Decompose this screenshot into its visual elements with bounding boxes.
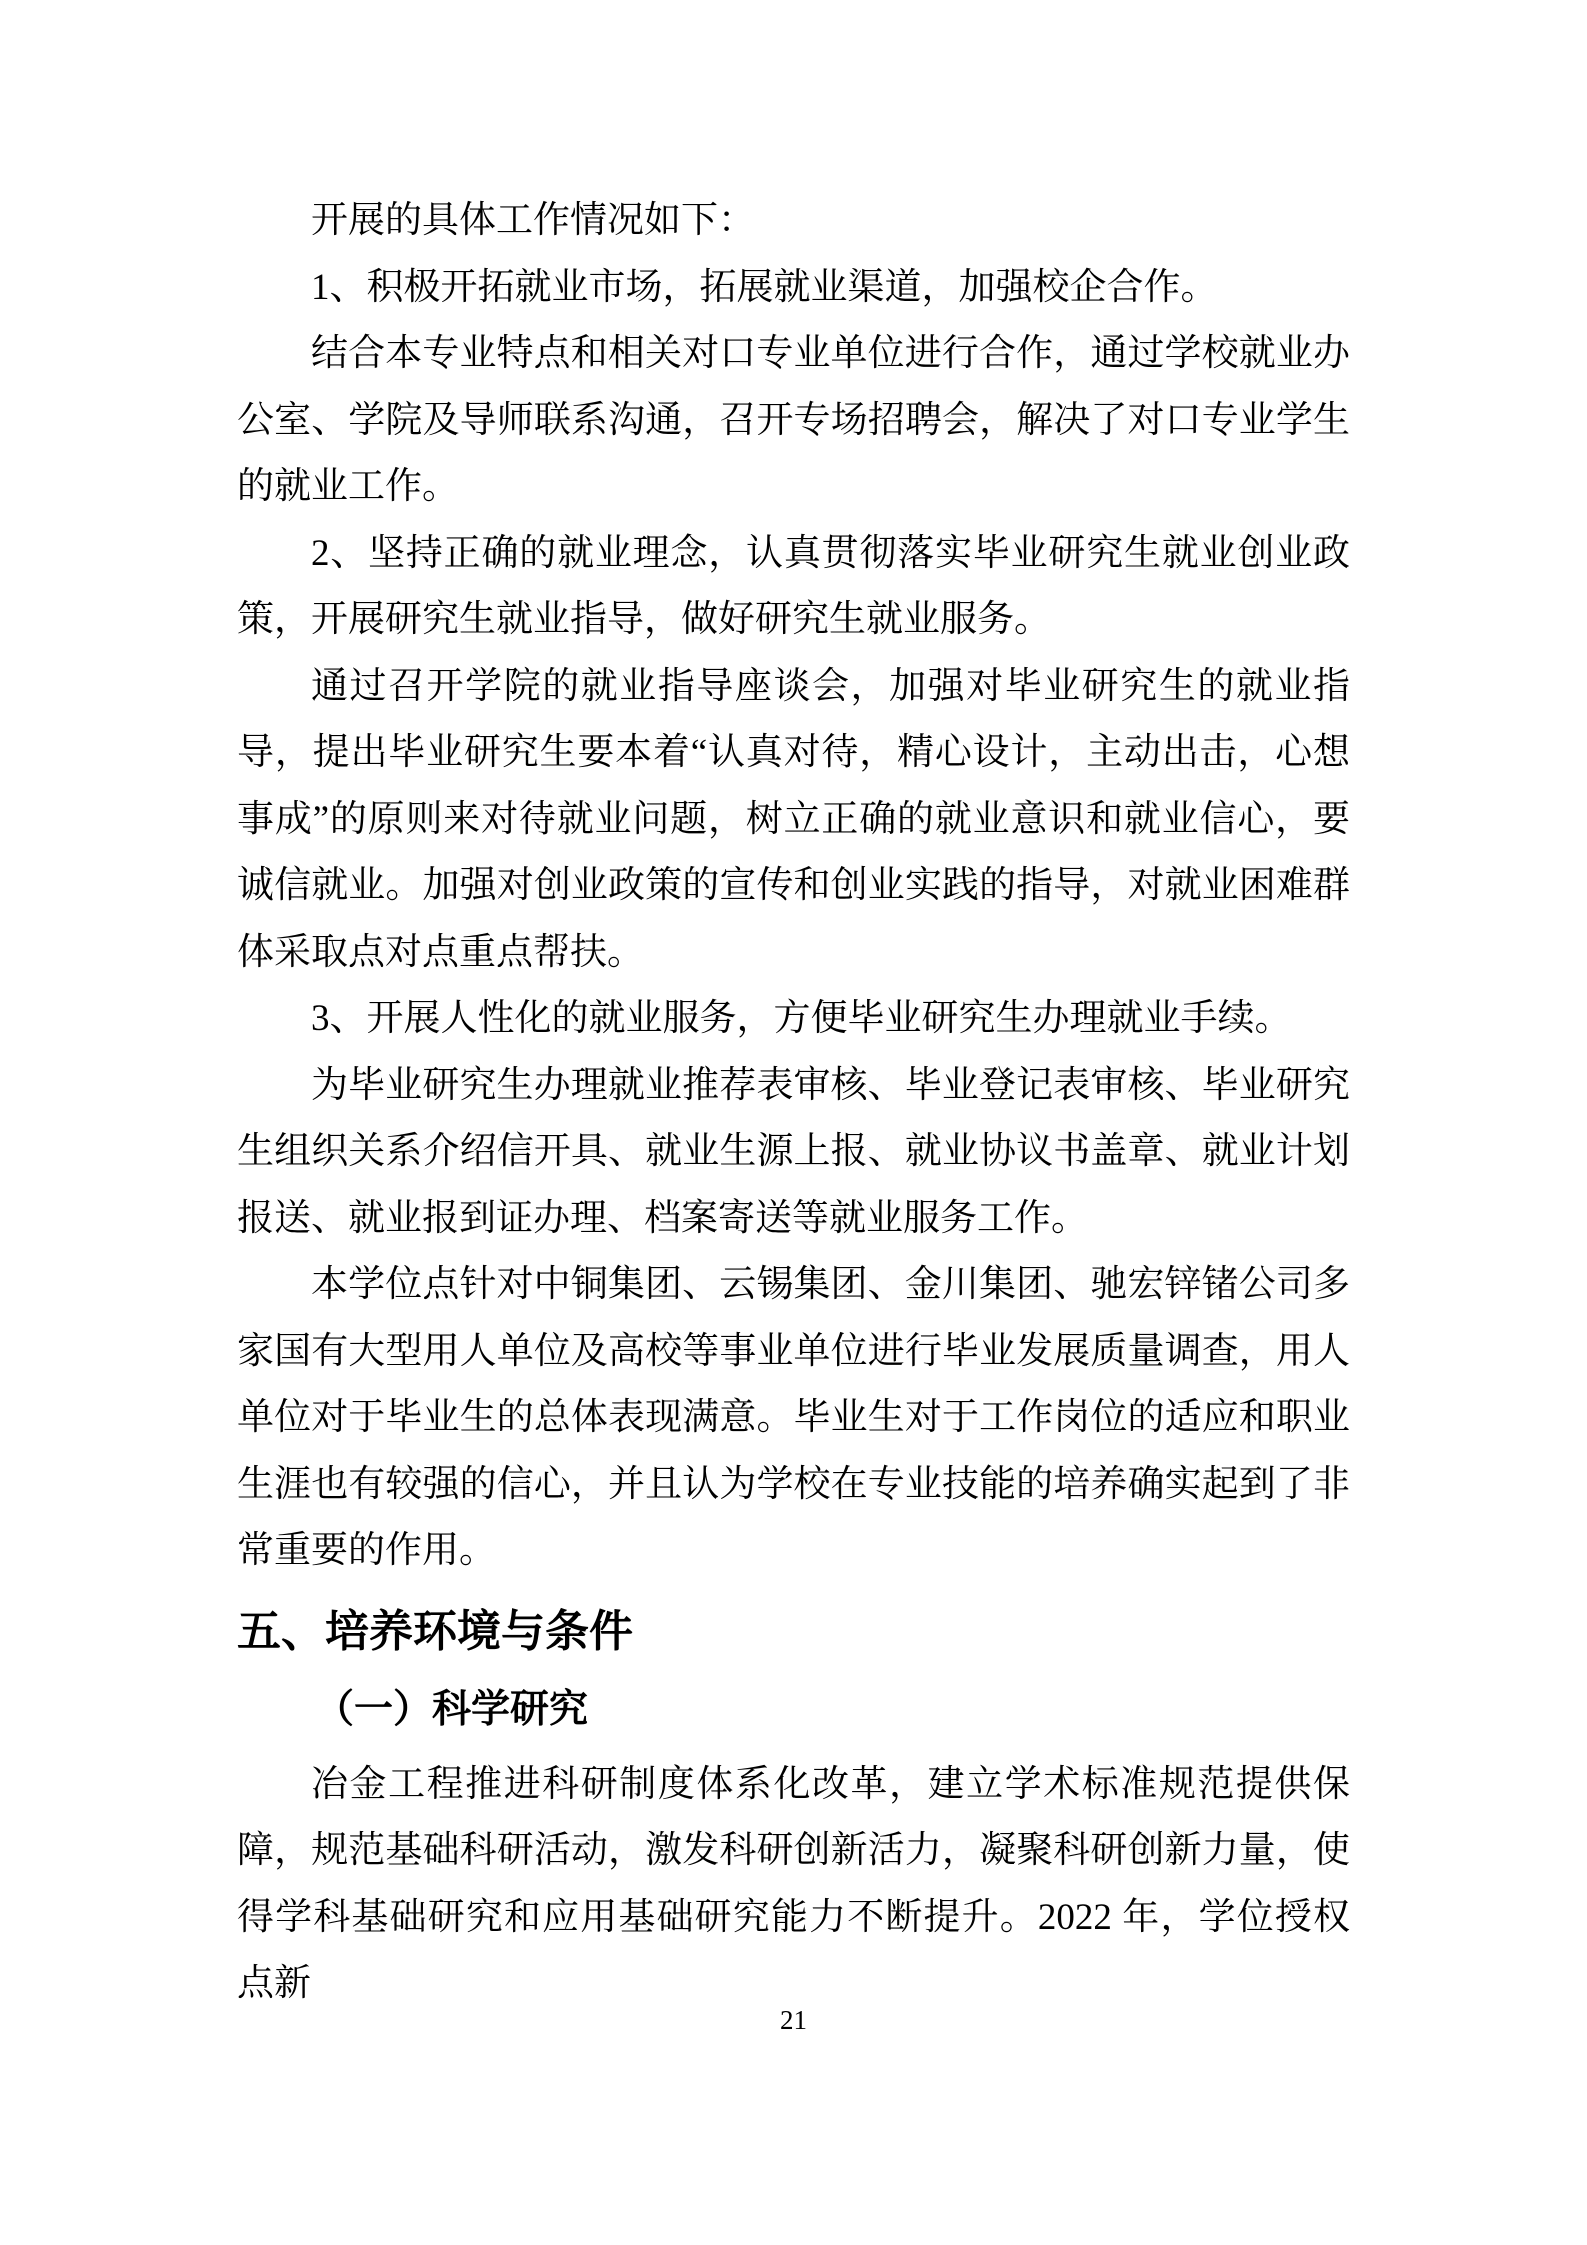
paragraph-research: 冶金工程推进科研制度体系化改革，建立学术标准规范提供保障，规范基础科研活动，激发科研创新活力，凝聚科研创新力量，使得学科基础研究和应用基础研究能力不断提升。2022 年，学位授权点新	[237, 1763, 1350, 2004]
page-content	[237, 188, 1350, 2018]
page-number: 21	[780, 2005, 807, 2035]
section-heading: 五、培养环境与条件	[237, 1606, 633, 1656]
paragraph-item-2-detail: 通过召开学院的就业指导座谈会，加强对毕业研究生的就业指导，提出毕业研究生要本着“认真对待，精心设计，主动出击，心想事成”的原则来对待就业问题，树立正确的就业意识和就业信心，要诚信就业。加强对创业政策的宣传和创业实践的指导，对就业困难群体采取点对点重点帮扶。	[237, 665, 1350, 973]
paragraph-item-2: 2、坚持正确的就业理念，认真贯彻落实毕业研究生就业创业政策，开展研究生就业指导，做好研究生就业服务。	[237, 532, 1350, 640]
paragraph-item-3-detail: 为毕业研究生办理就业推荐表审核、毕业登记表审核、毕业研究生组织关系介绍信开具、就业生源上报、就业协议书盖章、就业计划报送、就业报到证办理、档案寄送等就业服务工作。	[237, 1064, 1350, 1239]
paragraph-survey: 本学位点针对中铜集团、云锡集团、金川集团、驰宏锌锗公司多家国有大型用人单位及高校等事业单位进行毕业发展质量调查，用人单位对于毕业生的总体表现满意。毕业生对于工作岗位的适应和职业生涯也有较强的信心，并且认为学校在专业技能的培养确实起到了非常重要的作用。	[237, 1264, 1350, 1571]
paragraph-intro: 开展的具体工作情况如下：	[311, 200, 755, 241]
paragraph-item-1: 1、积极开拓就业市场，拓展就业渠道，加强校企合作。	[311, 266, 1218, 308]
subsection-heading: （一）科学研究	[315, 1688, 589, 1731]
paragraph-item-3: 3、开展人性化的就业服务，方便毕业研究生办理就业手续。	[311, 998, 1292, 1039]
paragraph-item-1-detail: 结合本专业特点和相关对口专业单位进行合作，通过学校就业办公室、学院及导师联系沟通，召开专场招聘会，解决了对口专业学生的就业工作。	[237, 333, 1350, 507]
